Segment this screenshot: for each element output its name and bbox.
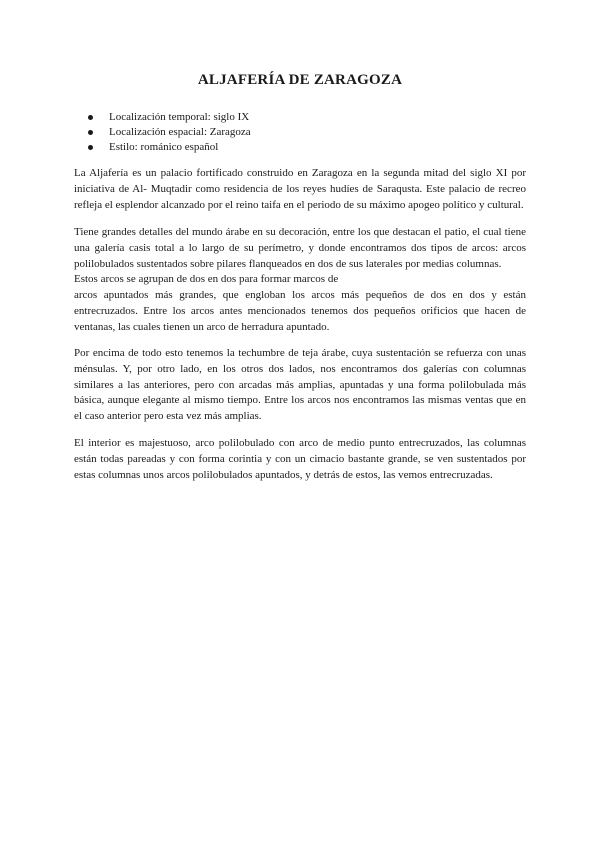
paragraph-interior: El interior es majestuoso, arco polilobulado con arco de medio punto entrecruzados, las columnas están todas pareadas y con forma corintia y con un cimacio bastante grande, se ven sustentados por estas columnas unos arcos polilobulados apuntados, y detrás de estos, las vemos entrecruzadas. [74,437,526,481]
bullet-item-style [88,140,251,155]
paragraph-intro: La Aljafería es un palacio fortificado construido en Zaragoza en la segunda mitad del siglo XI por iniciativa de Al- Muqtadir como residencia de los reyes hudíes de Saraqusta. Este palacio de recreo refleja el esplendor alcanzado por el reino taifa en el periodo de su máximo apogeo político y cultural. [74,167,526,211]
paragraph-decoration-part-3: arcos apuntados más grandes, que engloban los arcos más pequeños de dos en dos y están entrecruzados. Entre los arcos antes mencionados tenemos dos pequeños orificios que hacen de ventanas, las cuales tienen un arco de herradura apuntado. [74,289,526,333]
bullet-dot-icon [88,145,93,150]
bullet-item-temporal [88,110,251,125]
info-bullet-list [88,110,251,155]
bullet-dot-icon [88,130,93,135]
bullet-item-spatial [88,125,251,140]
bullet-text-style: Estilo: románico español [109,141,219,153]
document-title: ALJAFERÍA DE ZARAGOZA [197,72,403,88]
paragraph-decoration-part-2: Estos arcos se agrupan de dos en dos para formar marcos de [74,273,339,286]
bullet-text-temporal: Localización temporal: siglo IX [109,111,250,123]
paragraph-decoration [74,225,526,336]
bullet-text-spatial: Localización espacial: Zaragoza [109,126,251,138]
paragraph-decoration-part-1: Tiene grandes detalles del mundo árabe en su decoración, entre los que destacan el patio, el cual tiene una galería casis total a lo largo de su perímetro, y donde encontramos dos tipos de arcos: arcos polilobulados sustentados sobre pilares flanqueados en dos de sus laterales por medias columnas. [74,226,526,270]
paragraph-roof-galleries: Por encima de todo esto tenemos la techumbre de teja árabe, cuya sustentación se refuerza con unas ménsulas. Y, por otro lado, en los otros dos lados, nos encontramos dos galerías con columnas similares a las anteriores, pero con arcadas más amplias, apuntadas y una forma polilobulada más básica, aunque elegante al mismo tiempo. Entre los arcos nos encontramos las mismas ventas que en el caso anterior pero esta vez más amplias. [74,347,526,423]
bullet-dot-icon [88,115,93,120]
